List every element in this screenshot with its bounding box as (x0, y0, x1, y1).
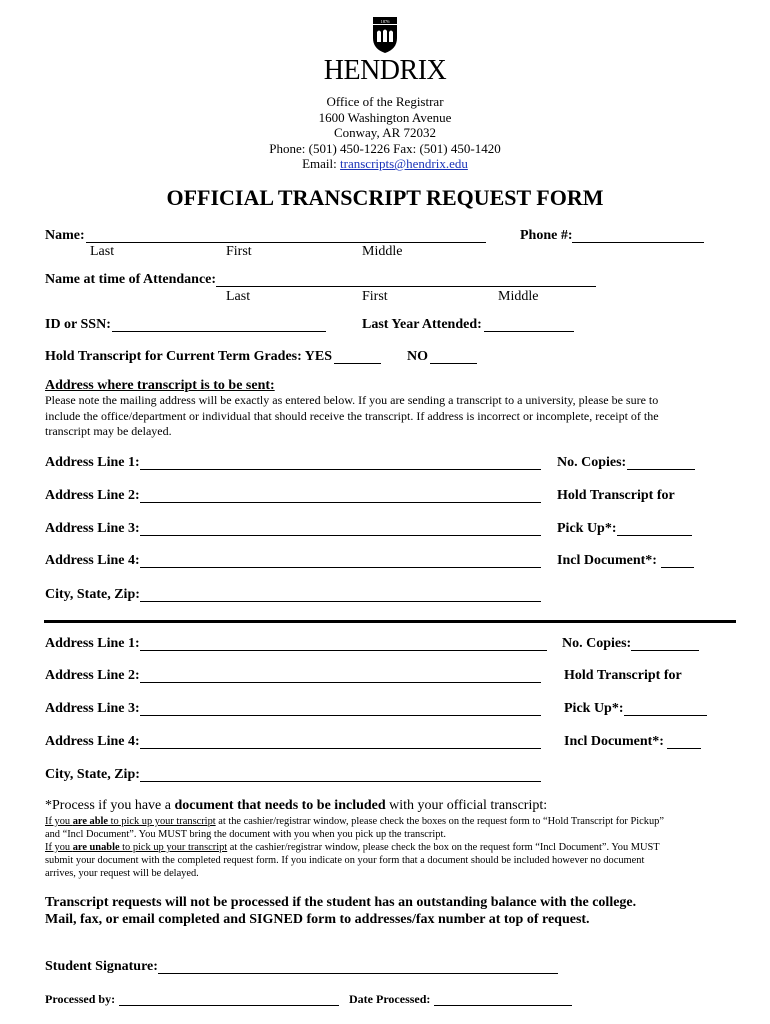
block1-line2-field[interactable] (140, 489, 541, 503)
attendance-name-label: Name at time of Attendance: (45, 272, 217, 287)
block2-incl-field[interactable] (667, 735, 701, 749)
address-heading: Address where transcript is to be sent: (45, 378, 275, 393)
p1-tail: at the cashier/registrar window, please check the boxes on the request form to “Hold Transcript for Pickup” (215, 816, 664, 827)
process-lead-c: with your official transcript: (385, 798, 548, 813)
logo-wordmark: HENDRIX (323, 55, 447, 86)
block2-line3-label: Address Line 3: (45, 701, 140, 716)
name-label: Name: (45, 228, 85, 243)
block2-line3-field[interactable] (140, 702, 541, 716)
date-processed-field[interactable] (434, 992, 572, 1006)
office-city: Conway, AR 72032 (333, 125, 437, 140)
email-link[interactable]: transcripts@hendrix.edu (340, 156, 468, 171)
processed-by-label: Processed by: (45, 992, 116, 1006)
balance-warning: Transcript requests will not be processed if the student has an outstanding balance with the college. (45, 895, 637, 910)
hold-yes-label: Hold Transcript for Current Term Grades: YES (45, 349, 332, 364)
block2-hold-label: Hold Transcript for (564, 668, 682, 683)
block1-copies-label: No. Copies: (557, 455, 627, 470)
block2-csz-field[interactable] (140, 768, 541, 782)
block1-csz-field[interactable] (140, 588, 541, 602)
block1-pickup-label: Pick Up*: (557, 521, 617, 536)
process-lead-a: *Process if you have a (45, 798, 175, 813)
signature-label: Student Signature: (45, 959, 158, 974)
signature-field[interactable] (158, 960, 558, 974)
hold-yes-field[interactable] (334, 350, 381, 364)
processed-by-field[interactable] (119, 992, 339, 1006)
block2-line4-label: Address Line 4: (45, 734, 140, 749)
last-year-field[interactable] (484, 318, 574, 332)
attendance-sub-first: First (362, 289, 388, 304)
process-note-p1-line-2: and “Incl Document”. You MUST bring the document with you when you pick up the transcript. (45, 829, 446, 840)
last-year-label: Last Year Attended: (362, 317, 482, 332)
block2-line1-field[interactable] (140, 637, 547, 651)
address-note-line-3: transcript may be delayed. (45, 424, 172, 438)
p2-if: If you (45, 842, 73, 853)
phone-label: Phone #: (520, 228, 573, 243)
p2-tail: at the cashier/registrar window, please check the box on the request form “Incl Document”. You MUST (227, 842, 660, 853)
block2-line1-label: Address Line 1: (45, 636, 140, 651)
process-note-p2-line-1 (45, 841, 664, 854)
form-title: OFFICIAL TRANSCRIPT REQUEST FORM (166, 185, 604, 210)
block1-line4-label: Address Line 4: (45, 553, 140, 568)
logo (0, 12, 770, 84)
block1-hold-label: Hold Transcript for (557, 488, 675, 503)
p1-rest: to pick up your transcript (108, 816, 216, 827)
block1-csz-label: City, State, Zip: (45, 587, 140, 602)
block1-line1-field[interactable] (140, 456, 541, 470)
process-note-p2-line-2: submit your document with the completed request form. If you indicate on your form that a document should be included however no document (45, 855, 645, 866)
process-lead-b: document that needs to be included (174, 798, 386, 813)
id-field[interactable] (112, 318, 326, 332)
office-street: 1600 Washington Avenue (318, 109, 452, 125)
name-sub-last: Last (90, 244, 115, 259)
address-note-line-1: Please note the mailing address will be exactly as entered below. If you are sending a transcript to a university, please be sure to (45, 393, 659, 407)
office-name: Office of the Registrar (326, 94, 444, 109)
block1-incl-field[interactable] (661, 554, 694, 568)
office-phone-fax: Phone: (501) 450-1226 Fax: (501) 450-1420 (269, 140, 501, 156)
id-label: ID or SSN: (45, 317, 111, 332)
block1-line3-label: Address Line 3: (45, 521, 140, 536)
block2-line2-field[interactable] (140, 669, 541, 683)
block1-line2-label: Address Line 2: (45, 488, 140, 503)
block2-copies-label: No. Copies: (562, 636, 632, 651)
hold-no-label: NO (407, 349, 428, 364)
p1-able: are able (72, 816, 109, 827)
p2-unable: are unable (72, 842, 120, 853)
hold-no-field[interactable] (430, 350, 477, 364)
date-processed-label: Date Processed: (349, 992, 431, 1006)
block2-line2-label: Address Line 2: (45, 668, 140, 683)
name-field[interactable] (86, 229, 486, 243)
block1-incl-label: Incl Document*: (557, 553, 657, 568)
email-label: Email: (302, 156, 337, 171)
process-note-p1-line-1 (45, 815, 664, 828)
block2-pickup-label: Pick Up*: (564, 701, 624, 716)
block1-copies-field[interactable] (627, 456, 695, 470)
attendance-sub-middle: Middle (498, 289, 539, 304)
block2-csz-label: City, State, Zip: (45, 767, 140, 782)
crest-year: 1876 (380, 19, 390, 24)
section-divider (44, 620, 736, 623)
attendance-sub-last: Last (226, 289, 251, 304)
block1-line1-label: Address Line 1: (45, 455, 140, 470)
attendance-name-field[interactable] (216, 273, 596, 287)
p1-if: If you (45, 816, 73, 827)
block2-copies-field[interactable] (631, 637, 699, 651)
process-note-p2-line-3: arrives, your request will be delayed. (45, 868, 199, 879)
name-sub-first: First (226, 244, 252, 259)
block1-line4-field[interactable] (140, 554, 541, 568)
p2-rest: to pick up your transcript (119, 842, 228, 853)
block1-pickup-field[interactable] (617, 522, 692, 536)
process-note-lead (45, 798, 547, 814)
name-sub-middle: Middle (362, 244, 403, 259)
mail-instructions: Mail, fax, or email completed and SIGNED form to addresses/fax number at top of request. (45, 912, 590, 927)
block2-incl-label: Incl Document*: (564, 734, 664, 749)
phone-field[interactable] (572, 229, 704, 243)
address-note-line-2: include the office/department or individual that should receive the transcript. If address is incorrect or incomplete, receipt of the (45, 408, 659, 423)
block1-line3-field[interactable] (140, 522, 541, 536)
block2-pickup-field[interactable] (624, 702, 707, 716)
block2-line4-field[interactable] (140, 735, 541, 749)
